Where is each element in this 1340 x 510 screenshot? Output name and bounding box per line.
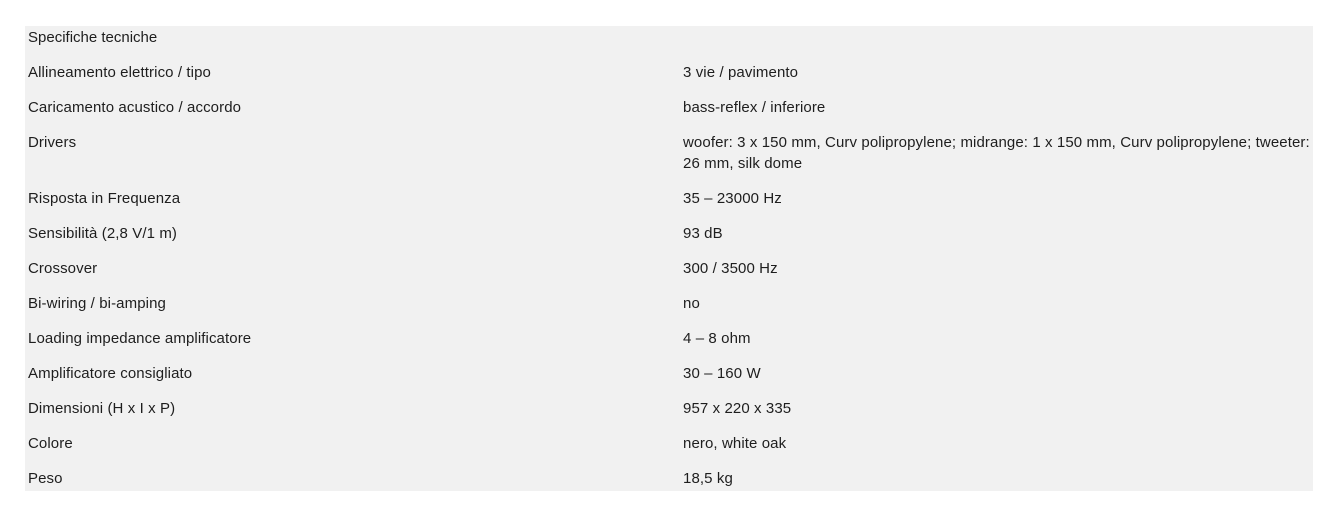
- spec-row: [28, 188, 1310, 209]
- spec-label: Amplificatore consigliato: [28, 365, 193, 382]
- spec-table: [28, 62, 1310, 489]
- spec-row: [28, 328, 1310, 349]
- spec-row: [28, 363, 1310, 384]
- spec-panel: [25, 26, 1313, 491]
- spec-label: Loading impedance amplificatore: [28, 330, 252, 347]
- spec-value: 957 x 220 x 335: [683, 400, 792, 417]
- spec-label: Allineamento elettrico / tipo: [28, 64, 211, 81]
- spec-label: Crossover: [28, 260, 98, 277]
- spec-value: nero, white oak: [683, 435, 787, 452]
- spec-label: Colore: [28, 435, 73, 452]
- spec-label: Dimensioni (H x I x P): [28, 400, 176, 417]
- spec-row: [28, 293, 1310, 314]
- spec-row: [28, 132, 1310, 174]
- spec-value: 300 / 3500 Hz: [683, 260, 778, 277]
- spec-value: woofer: 3 x 150 mm, Curv polipropylene; midrange: 1 x 150 mm, Curv polipropylene; tweeter: 26 mm, silk dome: [683, 134, 1310, 172]
- spec-label: Peso: [28, 470, 63, 487]
- spec-row: [28, 433, 1310, 454]
- spec-value: no: [683, 295, 700, 312]
- spec-label: Caricamento acustico / accordo: [28, 99, 242, 116]
- spec-row: [28, 223, 1310, 244]
- spec-value: bass-reflex / inferiore: [683, 99, 826, 116]
- spec-label: Drivers: [28, 134, 77, 151]
- spec-row: [28, 468, 1310, 489]
- spec-row: [28, 62, 1310, 83]
- spec-label: Risposta in Frequenza: [28, 190, 181, 207]
- spec-row: [28, 398, 1310, 419]
- spec-value: 35 – 23000 Hz: [683, 190, 782, 207]
- spec-table-title: Specifiche tecniche: [28, 29, 158, 46]
- spec-value: 93 dB: [683, 225, 723, 242]
- spec-row: [28, 258, 1310, 279]
- spec-label: Bi-wiring / bi-amping: [28, 295, 166, 312]
- spec-value: 18,5 kg: [683, 470, 733, 487]
- spec-row: [28, 97, 1310, 118]
- spec-value: 3 vie / pavimento: [683, 64, 799, 81]
- spec-value: 30 – 160 W: [683, 365, 761, 382]
- spec-value: 4 – 8 ohm: [683, 330, 751, 347]
- spec-label: Sensibilità (2,8 V/1 m): [28, 225, 178, 242]
